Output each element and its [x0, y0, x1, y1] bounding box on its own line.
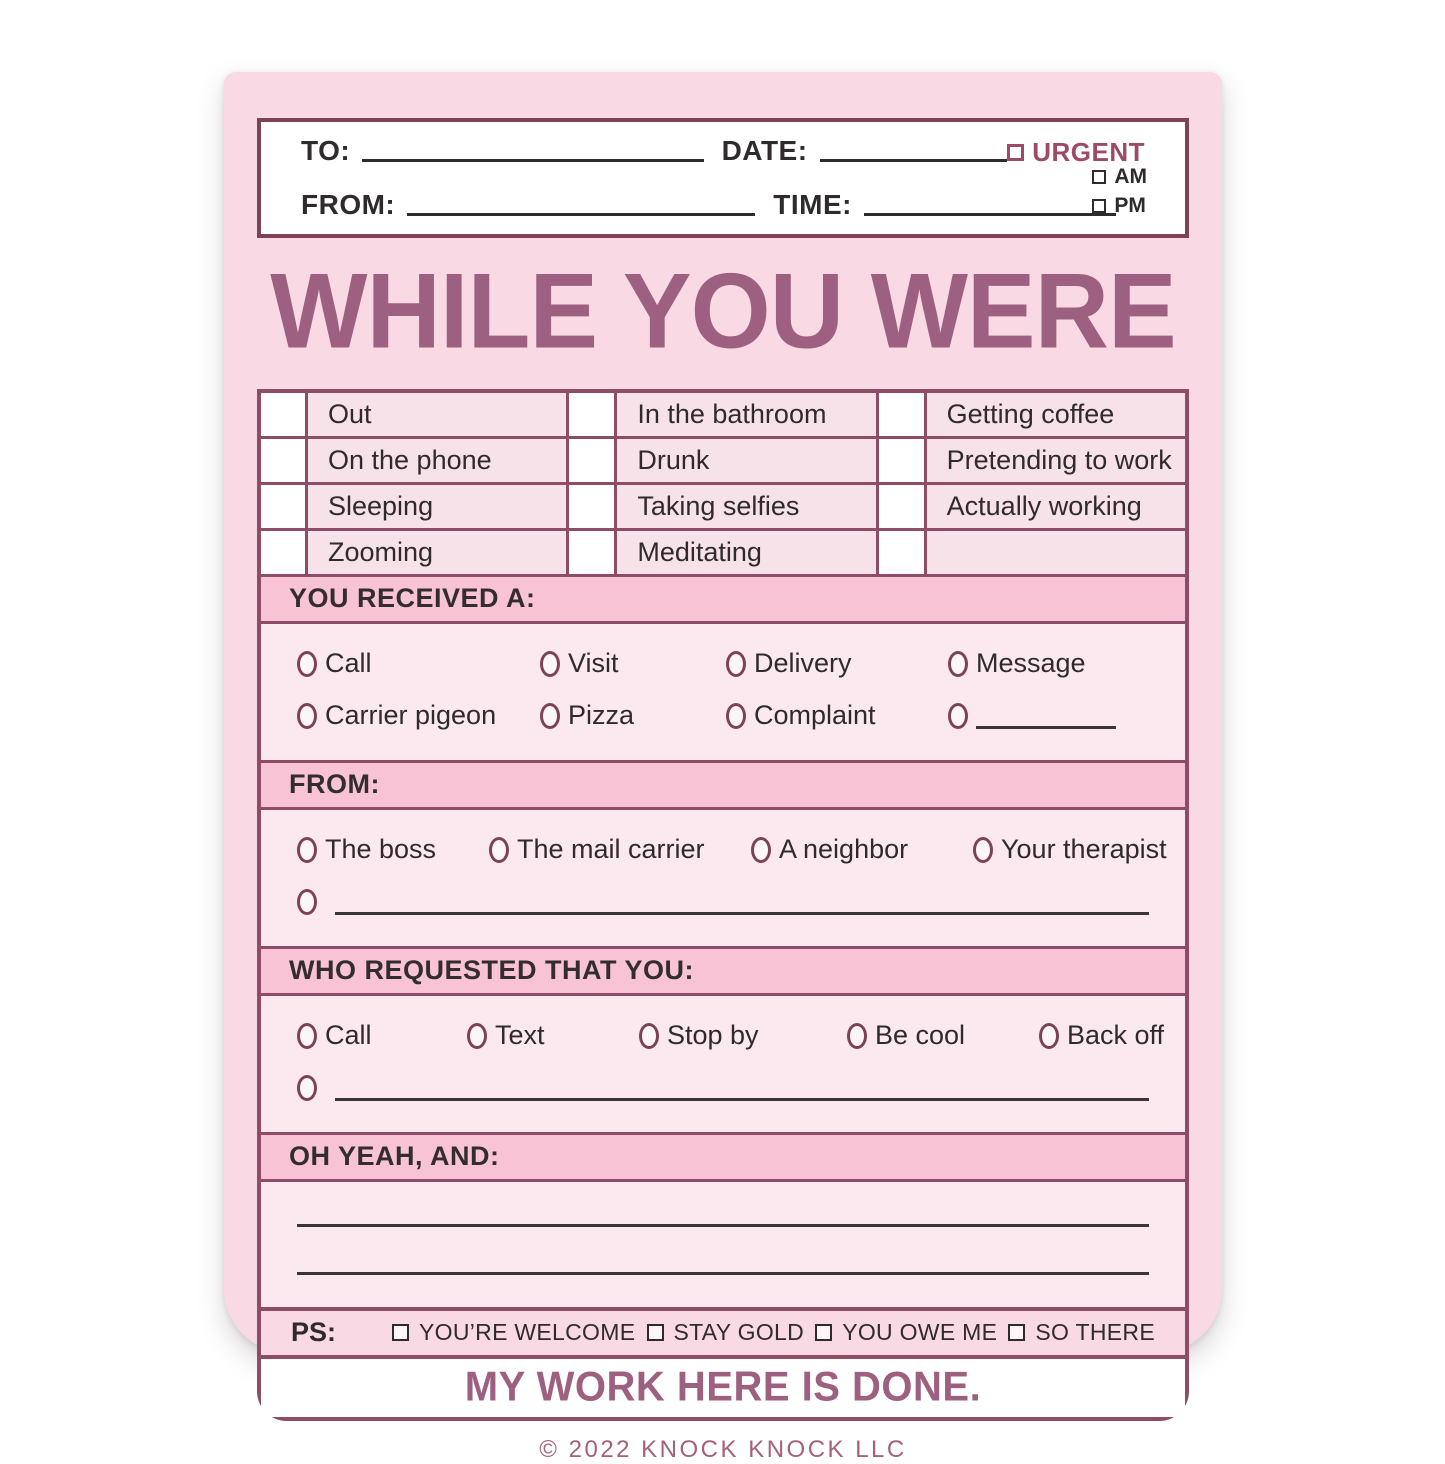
status-check-cell[interactable]: [879, 393, 924, 436]
date-input-line[interactable]: [820, 159, 1008, 162]
option-label: SO THERE: [1035, 1319, 1155, 1346]
checkbox-icon: [392, 1324, 409, 1341]
status-label: Taking selfies: [617, 485, 875, 528]
to-label: TO:: [301, 135, 351, 166]
checkbox-icon: [815, 1324, 832, 1341]
option-label: Stop by: [667, 1020, 759, 1051]
option-youre-welcome[interactable]: [392, 1319, 635, 1346]
option-therapist[interactable]: [973, 834, 1167, 865]
status-check-cell[interactable]: [569, 485, 614, 528]
radio-icon: [297, 889, 317, 915]
time-label: TIME:: [773, 189, 852, 220]
option-visit[interactable]: [540, 648, 726, 679]
pm-label: PM: [1114, 194, 1146, 217]
radio-icon: [726, 651, 746, 677]
option-other-from[interactable]: [297, 876, 1149, 928]
option-call[interactable]: [297, 648, 540, 679]
status-label: On the phone: [308, 439, 566, 482]
option-req-stop-by[interactable]: [639, 1020, 847, 1051]
status-check-cell[interactable]: [879, 531, 924, 574]
option-message[interactable]: [948, 648, 1149, 679]
other-received-input-line[interactable]: [976, 703, 1116, 729]
option-delivery[interactable]: [726, 648, 948, 679]
option-you-owe-me[interactable]: [815, 1319, 997, 1346]
option-label: Call: [325, 1020, 372, 1051]
radio-icon: [540, 703, 560, 729]
option-label: Pizza: [568, 700, 635, 731]
checkbox-icon: [647, 1324, 664, 1341]
status-check-cell[interactable]: [569, 393, 614, 436]
option-label: YOU OWE ME: [842, 1319, 998, 1346]
main-form: [257, 389, 1189, 1421]
to-input-line[interactable]: [362, 159, 703, 162]
option-req-back-off[interactable]: [1039, 1020, 1164, 1051]
radio-icon: [1039, 1023, 1059, 1049]
status-label: Drunk: [617, 439, 875, 482]
option-label: Delivery: [754, 648, 852, 679]
status-label: [927, 531, 1185, 574]
ps-row: [261, 1307, 1185, 1359]
radio-icon: [297, 703, 317, 729]
option-the-boss[interactable]: [297, 834, 489, 865]
status-check-cell[interactable]: [261, 393, 305, 436]
option-carrier-pigeon[interactable]: [297, 700, 540, 731]
ampm-group: [1092, 166, 1147, 216]
other-from-input-line[interactable]: [335, 889, 1149, 915]
option-label: Message: [976, 648, 1086, 679]
status-label: Meditating: [617, 531, 875, 574]
status-check-cell[interactable]: [569, 531, 614, 574]
status-check-cell[interactable]: [879, 485, 924, 528]
option-other-received[interactable]: [948, 703, 1149, 729]
checkbox-icon: [1008, 1324, 1025, 1341]
option-label: Your therapist: [1001, 834, 1167, 865]
option-label: Complaint: [754, 700, 876, 731]
header-row-to-date: [301, 137, 1145, 165]
option-label: Be cool: [875, 1020, 966, 1051]
notes-input-line-2[interactable]: [297, 1272, 1149, 1275]
memo-pad: [224, 72, 1222, 1463]
time-input-line[interactable]: [864, 213, 1116, 216]
other-requested-input-line[interactable]: [335, 1075, 1149, 1101]
radio-icon: [726, 703, 746, 729]
radio-icon: [297, 837, 317, 863]
am-label: AM: [1114, 165, 1147, 188]
am-checkbox-icon[interactable]: [1092, 170, 1106, 184]
option-label: Text: [495, 1020, 545, 1051]
option-req-call[interactable]: [297, 1020, 467, 1051]
option-label: The boss: [325, 834, 437, 865]
radio-icon: [751, 837, 771, 863]
option-label: YOU’RE WELCOME: [419, 1319, 636, 1346]
pad-title: WHILE YOU WERE: [270, 250, 1176, 371]
option-complaint[interactable]: [726, 700, 948, 731]
urgent-option[interactable]: [1007, 139, 1145, 165]
radio-icon: [297, 651, 317, 677]
status-label: Zooming: [308, 531, 566, 574]
option-mail-carrier[interactable]: [489, 834, 751, 865]
pm-checkbox-icon[interactable]: [1092, 199, 1106, 213]
radio-icon: [297, 1023, 317, 1049]
status-grid: [261, 393, 1185, 574]
status-label: Actually working: [927, 485, 1185, 528]
date-label: DATE:: [721, 135, 808, 166]
notes-input-line-1[interactable]: [297, 1224, 1149, 1227]
radio-icon: [847, 1023, 867, 1049]
status-label: In the bathroom: [617, 393, 875, 436]
header-memo-box: [257, 118, 1189, 238]
from-input-line[interactable]: [407, 213, 755, 216]
radio-icon: [948, 703, 968, 729]
section-heading-requested: WHO REQUESTED THAT YOU:: [261, 946, 1185, 996]
option-neighbor[interactable]: [751, 834, 973, 865]
section-heading-oh-yeah: OH YEAH, AND:: [261, 1132, 1185, 1182]
urgent-checkbox-icon[interactable]: [1007, 144, 1024, 161]
option-label: The mail carrier: [517, 834, 705, 865]
am-option[interactable]: [1092, 166, 1147, 187]
option-label: Visit: [568, 648, 619, 679]
status-label: Pretending to work: [927, 439, 1185, 482]
option-label: A neighbor: [779, 834, 909, 865]
status-check-cell[interactable]: [261, 531, 305, 574]
notes-area: [261, 1182, 1185, 1307]
radio-icon: [297, 1075, 317, 1101]
option-pizza[interactable]: [540, 700, 726, 731]
status-check-cell[interactable]: [261, 485, 305, 528]
ps-label: PS:: [291, 1317, 337, 1348]
status-check-cell[interactable]: [879, 439, 924, 482]
radio-icon: [467, 1023, 487, 1049]
status-check-cell[interactable]: [569, 439, 614, 482]
from-label: FROM:: [301, 189, 396, 220]
radio-icon: [489, 837, 509, 863]
option-so-there[interactable]: [1008, 1319, 1155, 1346]
received-options: [261, 624, 1185, 760]
radio-icon: [948, 651, 968, 677]
option-other-requested[interactable]: [297, 1062, 1149, 1114]
option-req-text[interactable]: [467, 1020, 639, 1051]
option-label: Back off: [1067, 1020, 1165, 1051]
section-heading-received: YOU RECEIVED A:: [261, 574, 1185, 624]
radio-icon: [639, 1023, 659, 1049]
status-label: Sleeping: [308, 485, 566, 528]
footer-message: MY WORK HERE IS DONE.: [464, 1364, 982, 1411]
section-heading-from: FROM:: [261, 760, 1185, 810]
header-row-from-time: [301, 191, 1145, 219]
option-label: Carrier pigeon: [325, 700, 497, 731]
option-label: STAY GOLD: [673, 1319, 805, 1346]
option-label: Call: [325, 648, 372, 679]
option-req-be-cool[interactable]: [847, 1020, 1039, 1051]
requested-options: [261, 996, 1185, 1132]
status-check-cell[interactable]: [261, 439, 305, 482]
urgent-label: URGENT: [1032, 137, 1145, 167]
option-stay-gold[interactable]: [647, 1319, 805, 1346]
radio-icon: [540, 651, 560, 677]
footer-band: [261, 1359, 1185, 1417]
status-label: Getting coffee: [927, 393, 1185, 436]
from-options: [261, 810, 1185, 946]
pm-option[interactable]: [1092, 195, 1147, 216]
status-label: Out: [308, 393, 566, 436]
radio-icon: [973, 837, 993, 863]
copyright-text: © 2022 KNOCK KNOCK LLC: [539, 1435, 907, 1463]
